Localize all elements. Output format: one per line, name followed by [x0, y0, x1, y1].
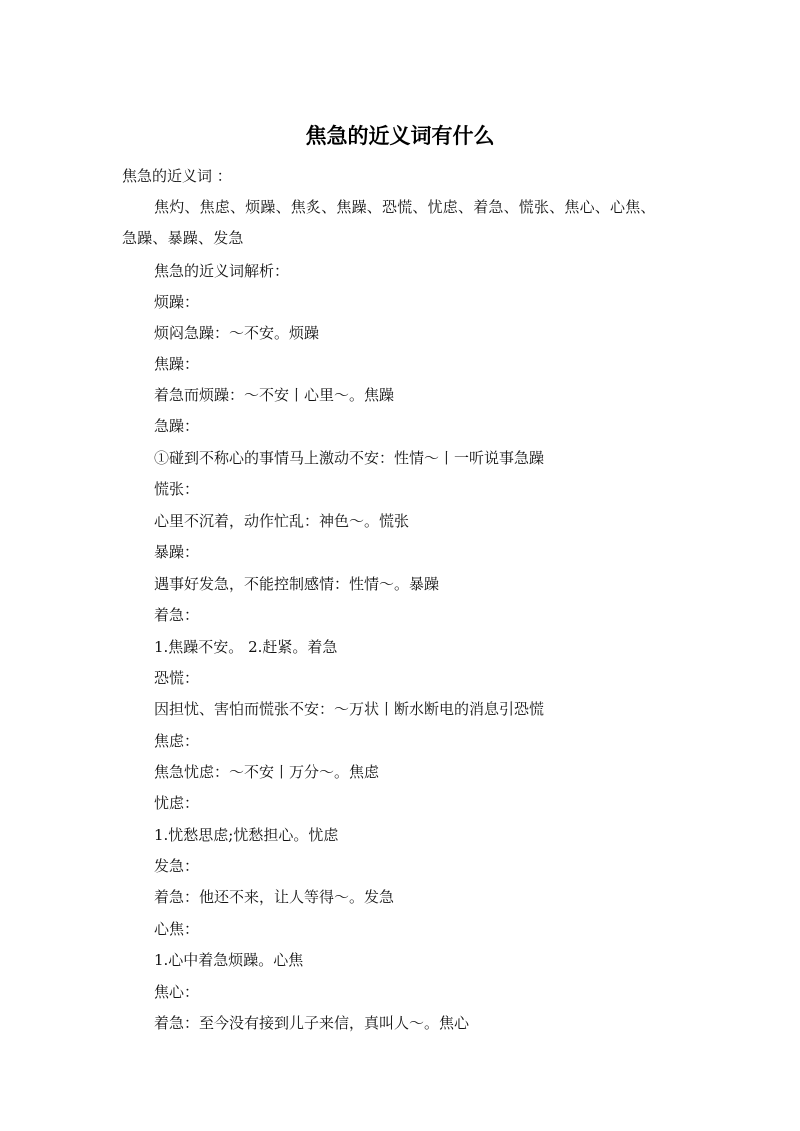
analysis-heading: 焦急的近义词解析：	[154, 262, 290, 280]
entry-definition: ①碰到不称心的事情马上激动不安：性情～丨一听说事急躁	[154, 449, 545, 467]
entry-word: 着急：	[154, 606, 200, 624]
entry-definition: 烦闷急躁：～不安。烦躁	[154, 324, 320, 342]
synonyms-heading: 焦急的近义词 ：	[122, 167, 232, 185]
page-title: 焦急的近义词有什么	[305, 124, 495, 148]
entry-word: 焦虑：	[154, 732, 200, 750]
entry-definition: 着急：他还不来，让人等得～。发急	[154, 888, 395, 906]
entry-definition: 遇事好发急，不能控制感情：性情～。暴躁	[154, 575, 440, 593]
entry-definition: 因担忧、害怕而慌张不安：～万状丨断水断电的消息引恐慌	[154, 700, 545, 718]
entry-word: 忧虑：	[154, 794, 200, 812]
entry-word: 烦躁：	[154, 293, 200, 311]
entry-word: 发急：	[154, 857, 200, 875]
entry-definition: 着急：至今没有接到儿子来信，真叫人～。焦心	[154, 1014, 470, 1032]
entry-definition: 心里不沉着，动作忙乱：神色～。慌张	[154, 512, 410, 530]
entry-word: 恐慌：	[154, 669, 200, 687]
entry-word: 急躁：	[154, 417, 200, 435]
entry-word: 焦心：	[154, 983, 200, 1001]
entry-definition: 1.心中着急烦躁。心焦	[154, 951, 304, 969]
entry-definition: 着急而烦躁：～不安丨心里～。焦躁	[154, 386, 395, 404]
entry-word: 焦躁：	[154, 355, 200, 373]
entry-definition: 焦急忧虑：～不安丨万分～。焦虑	[154, 763, 380, 781]
synonyms-list: 焦灼、焦虑、烦躁、焦炙、焦躁、恐慌、忧虑、着急、慌张、焦心、心焦、急躁、暴躁、发急	[122, 198, 656, 247]
entry-word: 心焦：	[154, 920, 200, 938]
entry-definition: 1.忧愁思虑;忧愁担心。忧虑	[154, 826, 339, 844]
entry-word: 慌张：	[154, 480, 200, 498]
entry-definition: 1.焦躁不安。 2.赶紧。着急	[154, 638, 338, 656]
entry-word: 暴躁：	[154, 543, 200, 561]
